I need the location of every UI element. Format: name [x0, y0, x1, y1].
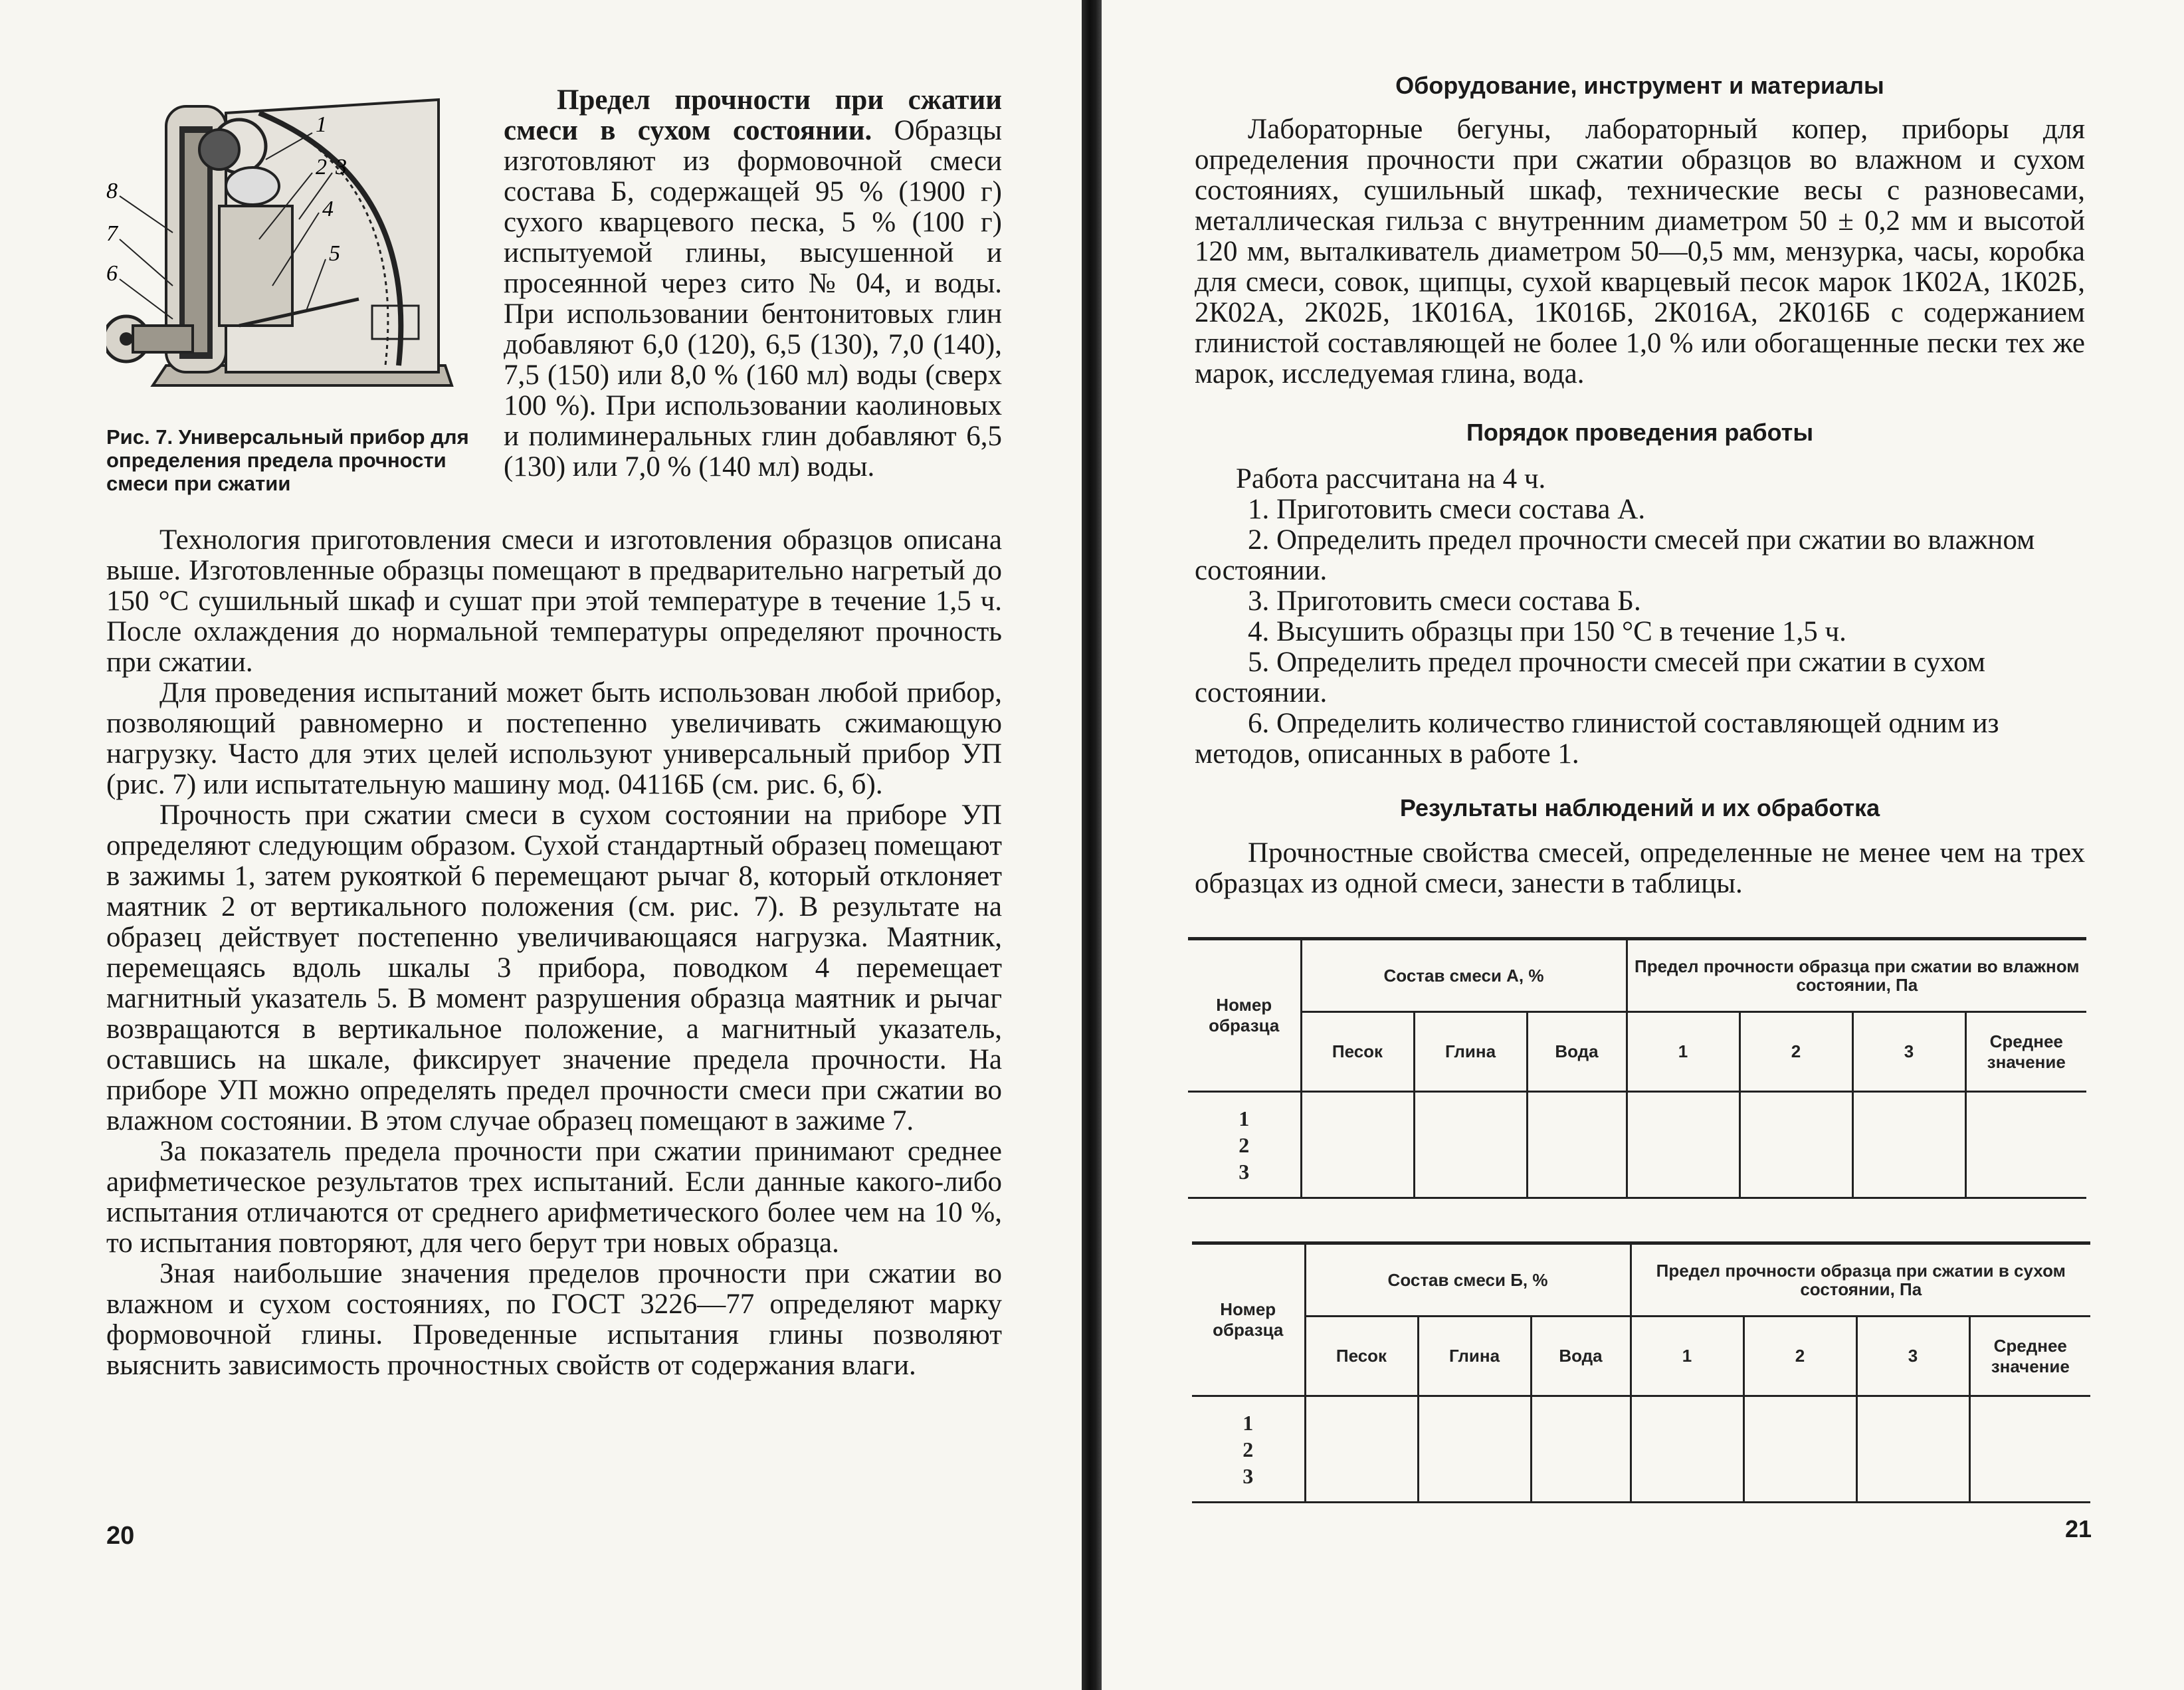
table-b-cell	[1531, 1396, 1631, 1503]
table-a-group-strength: Предел прочности образца при сжатии во влажном состоянии, Па	[1627, 939, 2086, 1012]
table-b-col-1: 1	[1631, 1317, 1743, 1396]
figure-label-1: 1	[316, 112, 327, 137]
table-b-cell	[1856, 1396, 1969, 1503]
page-number-left: 20	[106, 1522, 135, 1550]
table-a-cell	[1965, 1092, 2086, 1198]
results-section	[1195, 794, 2085, 899]
results-text: Прочностные свойства смесей, определенные не менее чем на трех образцах из одной смеси, занести в таблицы.	[1195, 837, 2085, 899]
paragraph: Для проведения испытаний может быть использован любой прибор, позволяющий равномерно и постепенно увеличивать сжимающую нагрузку. Часто для этих целей используют универсальный прибор УП (рис. 7) или испытательную машину мод. 04116Б (см. рис. 6, б).	[106, 677, 1002, 800]
table-b-cell	[1418, 1396, 1531, 1503]
table-b-col-average: Среднее значение	[1969, 1317, 2090, 1396]
table-a-cell	[1852, 1092, 1965, 1198]
equipment-title: Оборудование, инструмент и материалы	[1395, 72, 1884, 99]
table-a-row-header: Номер образца	[1188, 939, 1301, 1092]
instrument-illustration	[106, 86, 478, 419]
table-b-cell	[1743, 1396, 1856, 1503]
left-body-text	[106, 525, 1002, 1381]
results-title: Результаты наблюдений и их обработка	[1399, 794, 1880, 821]
table-b-col-water: Вода	[1531, 1317, 1631, 1396]
table-b-col-sand: Песок	[1305, 1317, 1418, 1396]
table-a-col-sand: Песок	[1301, 1012, 1414, 1092]
table-a-cell	[1627, 1092, 1739, 1198]
procedure-step: 2. Определить предел прочности смесей при сжатии во влажном состоянии.	[1195, 524, 2035, 586]
table-b-cell	[1631, 1396, 1743, 1503]
figure-7-instrument-drawing	[106, 86, 478, 419]
table-b-group-strength: Предел прочности образца при сжатии в сухом состоянии, Па	[1631, 1243, 2090, 1317]
dry-strength-section	[504, 85, 1002, 482]
procedure-step: 3. Приготовить смеси состава Б.	[1248, 585, 1641, 617]
table-a-group-composition: Состав смеси А, %	[1301, 939, 1627, 1012]
dry-strength-heading: Предел прочности при сжатии смеси в сухом состоянии.	[504, 84, 1002, 146]
table-a-row-numbers: 1 2 3	[1188, 1092, 1301, 1198]
figure-label-7: 7	[106, 221, 118, 246]
procedure-title: Порядок проведения работы	[1466, 419, 1814, 446]
table-b-group-composition: Состав смеси Б, %	[1305, 1243, 1631, 1317]
table-a-cell	[1739, 1092, 1852, 1198]
table-a-col-2: 2	[1739, 1012, 1852, 1092]
procedure-section	[1195, 419, 2085, 770]
table-mix-b	[1192, 1241, 2090, 1503]
table-b-col-clay: Глина	[1418, 1317, 1531, 1396]
figure-caption: Рис. 7. Универсальный прибор для определения предела прочности смеси при сжатии	[106, 425, 469, 495]
paragraph: Зная наибольшие значения пределов прочности при сжатии во влажном и сухом состояниях, по ГОСТ 3226—77 определяют марку формовочной глины. Проведенные испытания глины позволяют выяснить зависимость прочностных свойств от содержания влаги.	[106, 1258, 1002, 1381]
table-b-row-header: Номер образца	[1192, 1243, 1305, 1396]
left-page	[0, 0, 1082, 1690]
table-a-cell	[1527, 1092, 1627, 1198]
book-spine	[1082, 0, 1102, 1690]
right-page	[1102, 0, 2184, 1690]
dry-strength-text: Образцы изготовляют из формовочной смеси состава Б, содержащей 95 % (1900 г) сухого кварцевого песка, 5 % (100 г) испытуемой глины, высушенной и просеянной через сито № 04, и воды. При использовании бентонитовых глин добавляют 6,0 (120), 6,5 (130), 7,0 (140), 7,5 (150) или 8,0 % (160 мл) воды (сверх 100 %). При использовании каолиновых и полиминеральных глин добавляют 6,5 (130) или 7,0 % (140 мл) воды.	[504, 115, 1002, 482]
figure-label-2: 2	[316, 155, 327, 179]
table-a-col-1: 1	[1627, 1012, 1739, 1092]
figure-label-3: 3	[336, 155, 347, 179]
table-b-col-2: 2	[1743, 1317, 1856, 1396]
figure-label-4: 4	[322, 197, 334, 221]
table-b-cell	[1305, 1396, 1418, 1503]
figure-label-8: 8	[106, 179, 118, 203]
table-a-col-average: Среднее значение	[1965, 1012, 2086, 1092]
procedure-step: 4. Высушить образцы при 150 °С в течение 1,5 ч.	[1248, 616, 1846, 647]
equipment-text: Лабораторные бегуны, лабораторный копер, приборы для определения прочности при сжатии образцов во влажном и сухом состояниях, сушильный шкаф, технические весы с разновесами, металлическая гильза с внутренним диаметром 50 ± 0,2 мм и высотой 120 мм, выталкиватель диаметром 50—0,5 мм, мензурка, часы, коробка для смеси, совок, щипцы, сухой кварцевый песок марок 1К02А, 1К02Б, 2К02А, 2К02Б, 1К016А, 1К016Б, 2К016А, 2К016Б с содержанием глинистой составляющей не более 1,0 % или обогащенные пески тех же марок, исследуемая глина, вода.	[1195, 114, 2085, 389]
table-a-col-3: 3	[1852, 1012, 1965, 1092]
page-number-right: 21	[2065, 1515, 2092, 1542]
table-b-cell	[1969, 1396, 2090, 1503]
procedure-step: 1. Приготовить смеси состава А.	[1248, 494, 1646, 525]
paragraph: Технология приготовления смеси и изготовления образцов описана выше. Изготовленные образцы помещают в предварительно нагретый до 150 °С сушильный шкаф и сушат при этой температуре в течение 1,5 ч. После охлаждения до нормальной температуры определяют прочность при сжатии.	[106, 524, 1002, 678]
table-a-col-water: Вода	[1527, 1012, 1627, 1092]
procedure-step: 5. Определить предел прочности смесей при сжатии в сухом состоянии.	[1195, 647, 1985, 708]
table-b-wrapper	[1192, 1241, 2090, 1503]
table-a-col-clay: Глина	[1414, 1012, 1527, 1092]
table-a-cell	[1414, 1092, 1527, 1198]
equipment-section	[1195, 72, 2085, 389]
table-mix-a	[1188, 937, 2086, 1199]
procedure-step: 6. Определить количество глинистой составляющей одним из методов, описанных в работе 1.	[1195, 708, 1999, 770]
table-a-cell	[1301, 1092, 1414, 1198]
table-b-row-numbers: 1 2 3	[1192, 1396, 1305, 1503]
table-a-wrapper	[1188, 937, 2086, 1199]
figure-label-5: 5	[329, 241, 340, 266]
paragraph: Прочность при сжатии смеси в сухом состоянии на приборе УП определяют следующим образом. Сухой стандартный образец помещают в зажимы 1, затем рукояткой 6 перемещают рычаг 8, который отклоняет маятник 2 от вертикального положения (см. рис. 7). В результате на образец действует постепенно увеличивающаяся нагрузка. Маятник, перемещаясь вдоль шкалы 3 прибора, поводком 4 перемещает магнитный указатель 5. В момент разрушения образца маятник и рычаг возвращаются в вертикальное положение, а магнитный указатель, оставшись на шкале, фиксирует значение предела прочности. На приборе УП можно определять предел прочности смеси при сжатии во влажном состоянии. В этом случае образец помещают в зажиме 7.	[106, 799, 1002, 1136]
procedure-intro: Работа рассчитана на 4 ч.	[1236, 463, 1546, 494]
paragraph: За показатель предела прочности при сжатии принимают среднее арифметическое результатов трех испытаний. Если данные какого-либо испытания отличаются от среднего арифметического более чем на 10 %, то испытания повторяют, для чего берут три новых образца.	[106, 1136, 1002, 1259]
table-b-col-3: 3	[1856, 1317, 1969, 1396]
figure-label-6: 6	[106, 261, 118, 286]
